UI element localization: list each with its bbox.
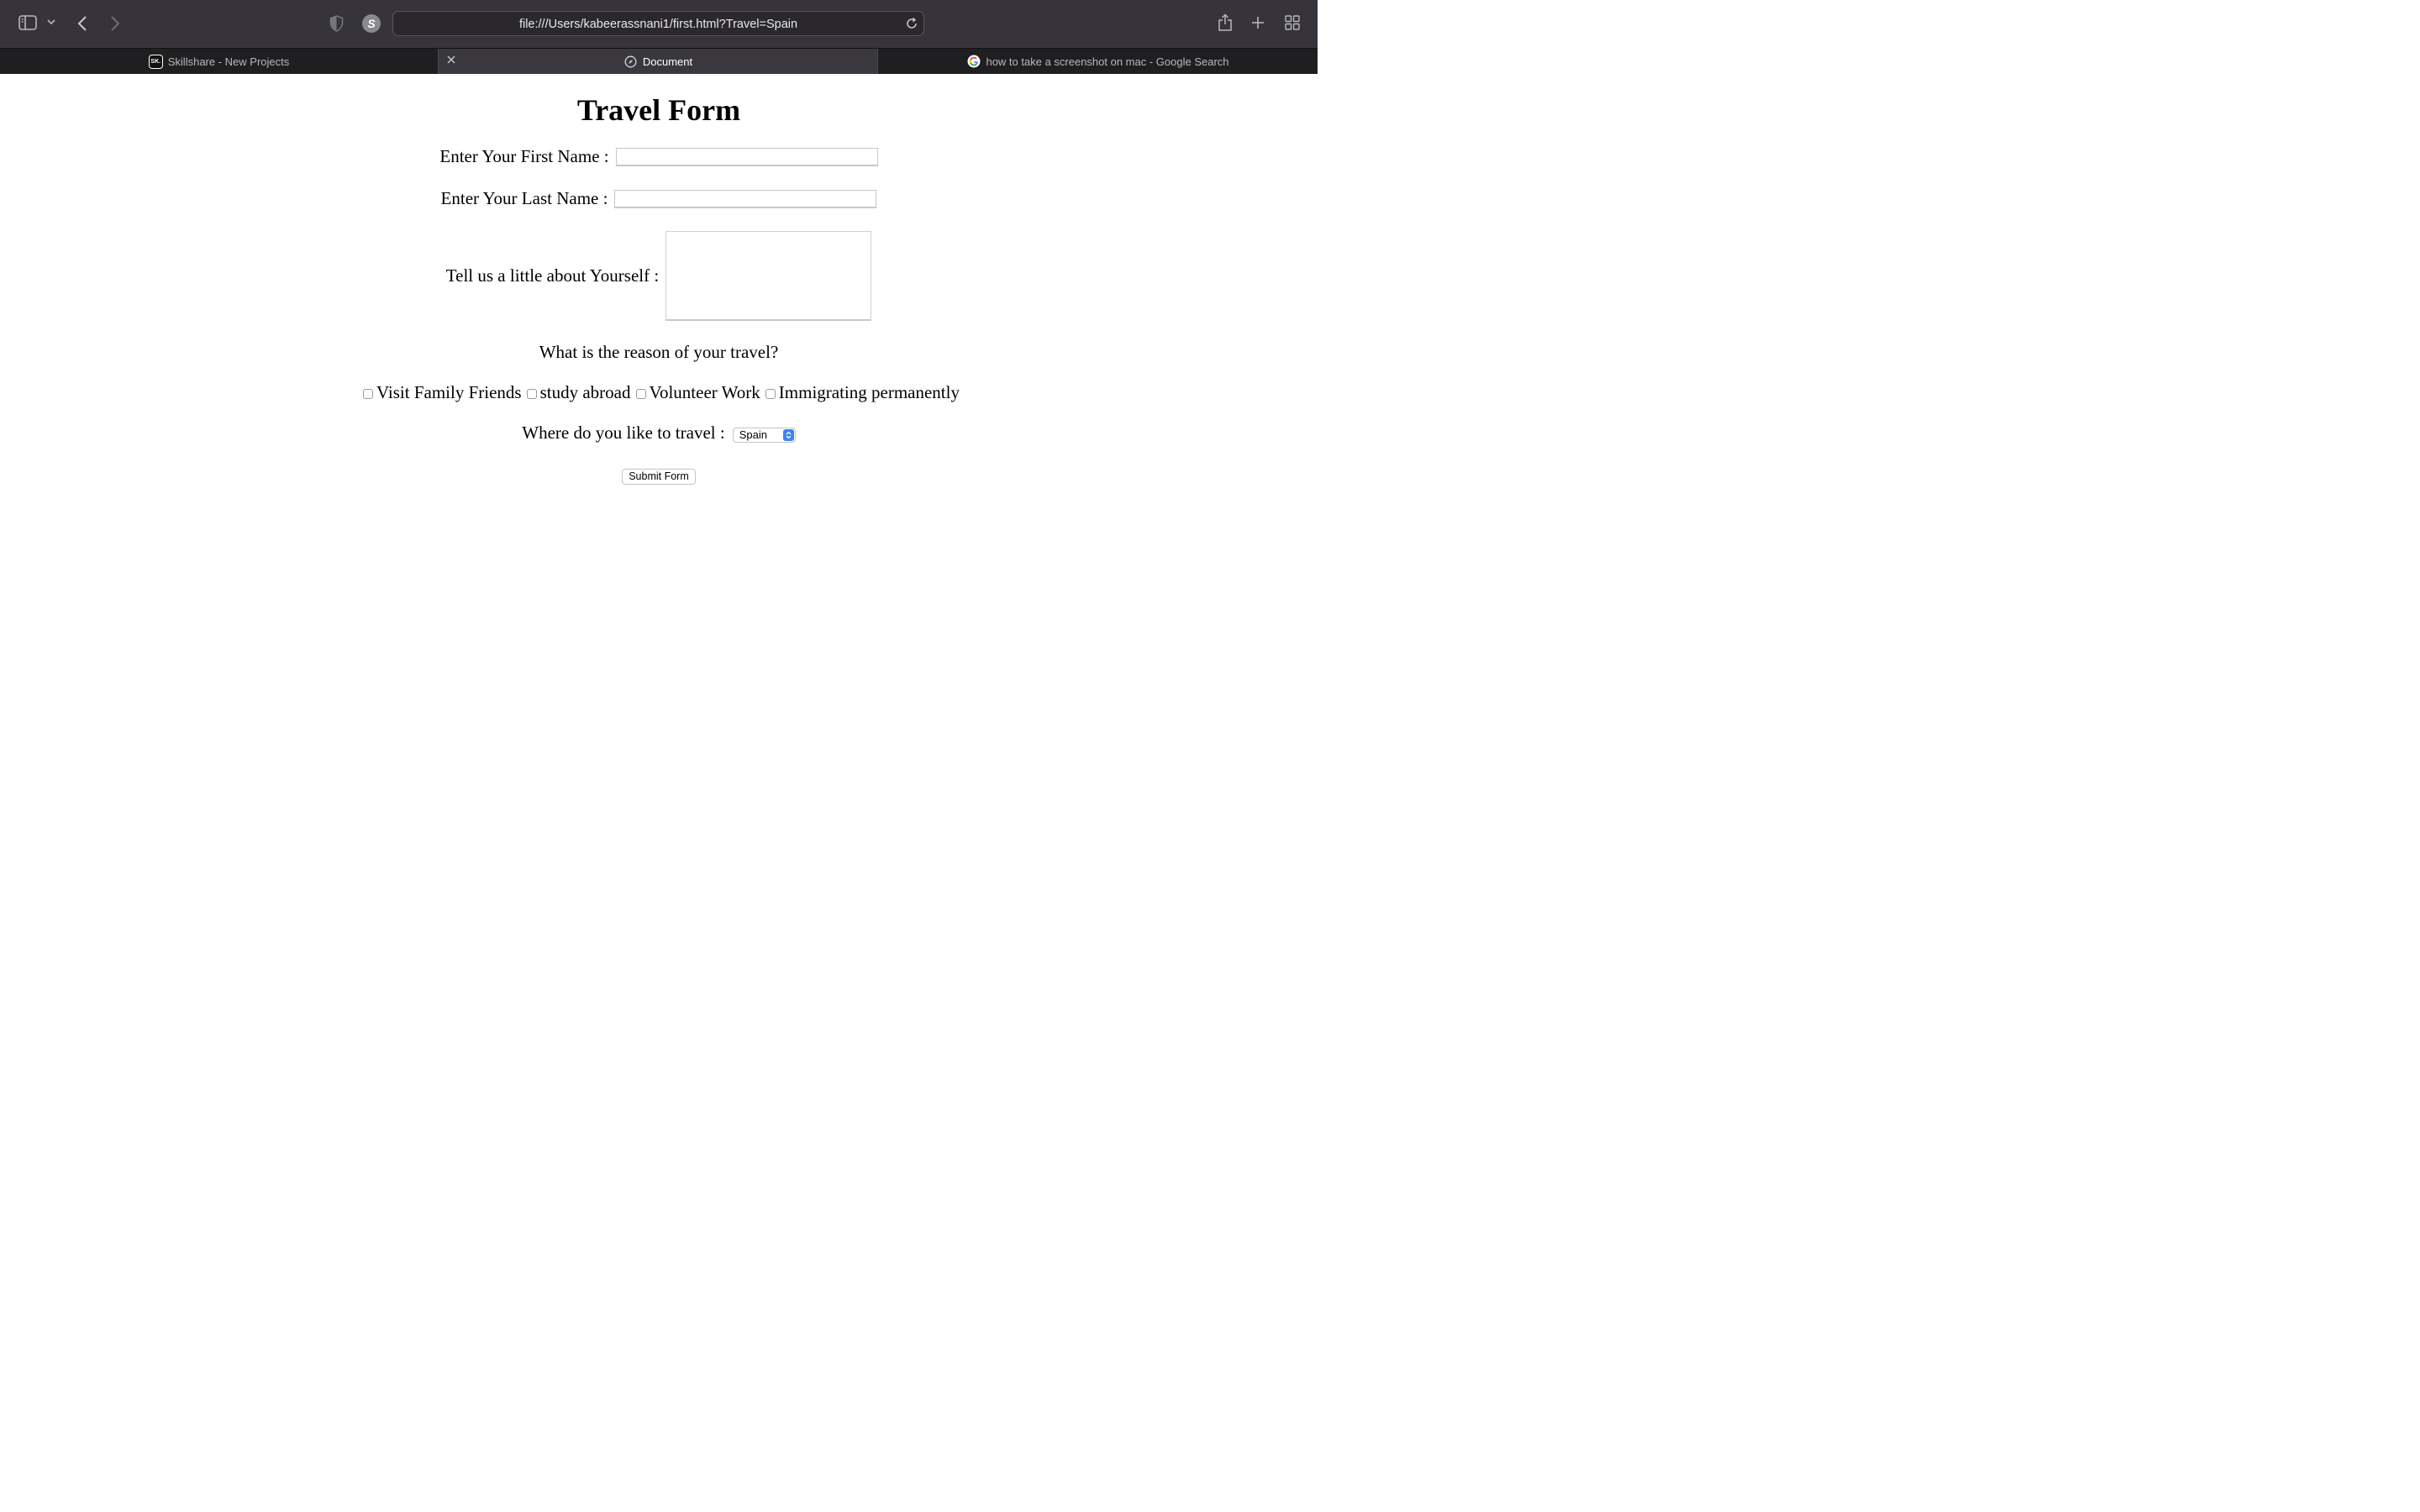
about-label: Tell us a little about Yourself :	[445, 265, 660, 286]
reason-question-row	[0, 342, 1318, 363]
about-textarea[interactable]	[666, 231, 871, 321]
tab-google-search[interactable]	[878, 49, 1318, 74]
submit-row	[0, 469, 1318, 485]
shield-icon[interactable]	[329, 15, 344, 32]
about-row	[0, 231, 1318, 321]
page-content	[0, 74, 1318, 823]
browser-toolbar	[0, 0, 1318, 48]
study-abroad-label: study abroad	[539, 382, 631, 402]
last-name-input[interactable]	[614, 190, 876, 208]
last-name-label: Enter Your Last Name :	[440, 188, 608, 208]
destination-row	[0, 423, 1318, 444]
study-abroad-checkbox[interactable]	[527, 389, 537, 399]
destination-select[interactable]	[733, 428, 796, 443]
chevron-left-icon[interactable]	[77, 15, 87, 32]
submit-form-button[interactable]: Submit Form	[622, 469, 696, 485]
chevron-down-icon[interactable]	[47, 18, 55, 25]
share-icon[interactable]	[1218, 13, 1233, 32]
first-name-row	[0, 146, 1318, 167]
tab-label: how to take a screenshot on mac - Google Search	[986, 55, 1229, 68]
immigrating-permanently-label: Immigrating permanently	[778, 382, 960, 402]
visit-family-friends-label: Visit Family Friends	[376, 382, 522, 402]
tab-label: Skillshare - New Projects	[167, 55, 290, 68]
volunteer-work-checkbox[interactable]	[636, 389, 646, 399]
chevron-right-icon[interactable]	[110, 15, 120, 32]
compass-icon	[623, 55, 638, 69]
visit-family-friends-checkbox[interactable]	[363, 389, 373, 399]
google-icon	[966, 55, 981, 69]
tab-skillshare[interactable]	[0, 49, 438, 74]
destination-label: Where do you like to travel :	[522, 423, 725, 443]
immigrating-permanently-checkbox[interactable]	[765, 389, 776, 399]
tab-label: Document	[642, 55, 693, 68]
tab-bar	[0, 48, 1318, 74]
skillshare-favicon-icon: SK.	[149, 55, 163, 69]
tab-document[interactable]	[439, 49, 877, 74]
select-arrows-icon	[783, 429, 794, 441]
first-name-input[interactable]	[616, 148, 878, 166]
volunteer-work-label: Volunteer Work	[649, 382, 760, 402]
close-icon[interactable]	[446, 55, 456, 67]
page-title: Travel Form	[576, 93, 741, 127]
address-bar[interactable]	[392, 11, 924, 36]
first-name-label: Enter Your First Name :	[439, 146, 609, 166]
sidebar-icon[interactable]	[18, 15, 37, 30]
reason-question: What is the reason of your travel?	[539, 342, 779, 362]
url-text[interactable]: file:///Users/kabeerassnani1/first.html?Travel=Spain	[518, 18, 798, 31]
reason-checkbox-row	[0, 382, 1318, 403]
last-name-row	[0, 188, 1318, 209]
grid-icon[interactable]	[1285, 15, 1300, 30]
reload-icon[interactable]	[905, 17, 918, 34]
profile-avatar[interactable]: S	[362, 14, 381, 33]
destination-selected-value: Spain	[739, 428, 767, 441]
plus-icon[interactable]	[1250, 15, 1265, 30]
